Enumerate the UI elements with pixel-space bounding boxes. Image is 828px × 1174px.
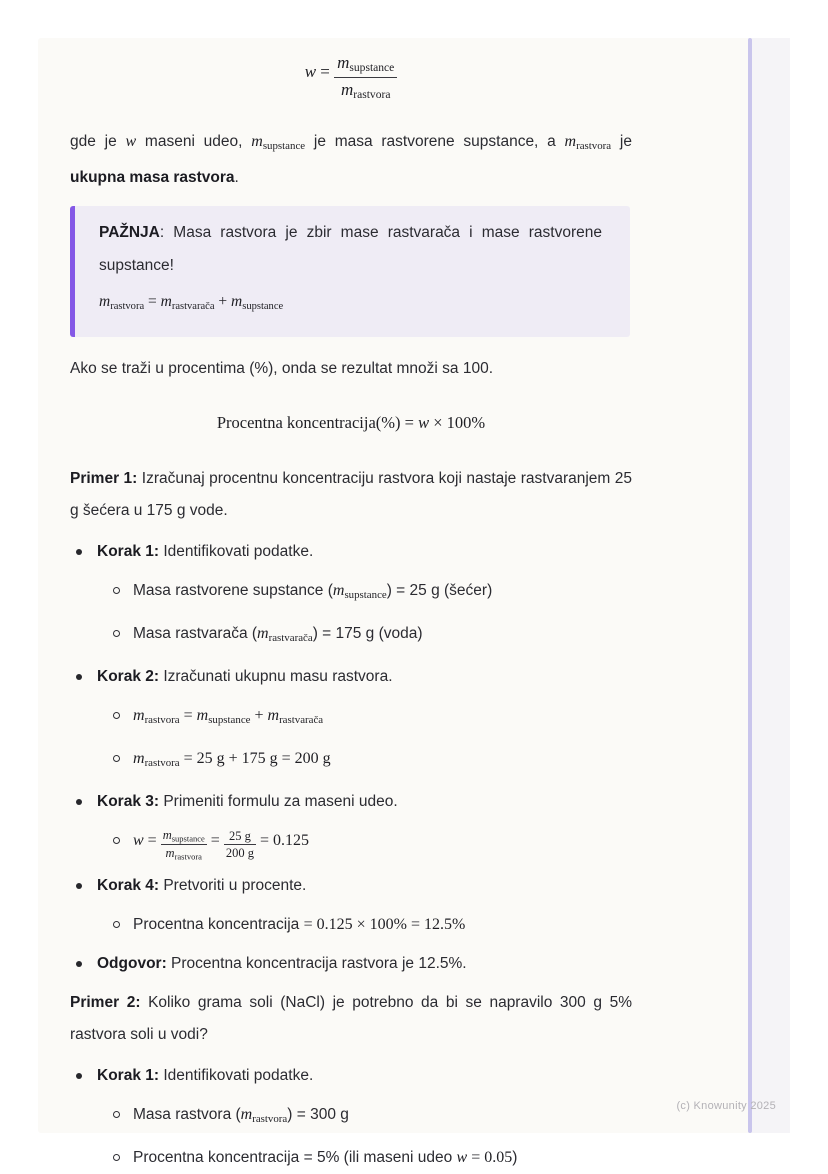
caution-note-box (70, 206, 630, 337)
document-content (38, 38, 632, 1174)
bullet-icon (76, 961, 82, 967)
copyright-watermark: (c) Knowunity 2025 (676, 1100, 776, 1112)
caution-text: PAŽNJA: Masa rastvora je zbir mase rastvarača i mase rastvorene supstance! (99, 224, 602, 275)
list-item-step4: Korak 4: Pretvoriti u procente. (70, 870, 632, 902)
circle-bullet-icon (113, 1111, 120, 1118)
scrollbar[interactable] (748, 38, 752, 1133)
bullet-icon (76, 674, 82, 680)
sublist-item-sum-values: mrastvora = 25 g + 175 g = 200 g (113, 743, 632, 779)
circle-bullet-icon (113, 1154, 120, 1161)
fraction: $\frac{\text{msupstance}}{\text{mrastvora}}$ (334, 52, 397, 102)
paragraph-definition: gde je w maseni udeo, msupstance je masa rastvorene supstance, a mrastvora je ukupna masa rastvora. (70, 133, 632, 187)
example-2-heading: Primer 2: Koliko grama soli (NaCl) je potrebno da bi se napravilo 300 g 5% rastvora soli u vodi? (70, 993, 632, 1043)
bullet-icon (76, 549, 82, 555)
list-item-answer: Odgovor: Procentna koncentracija rastvora je 12.5%. (70, 948, 632, 980)
circle-bullet-icon (113, 837, 120, 844)
list-item-step2: Korak 2: Izračunati ukupnu masu rastvora. (70, 661, 632, 693)
sublist-item-sum-formula: mrastvora = msupstance + mrastvarača (113, 700, 632, 736)
paragraph-percent-note: Ako se traži u procentima (%), onda se rezultat množi sa 100. (70, 360, 494, 378)
circle-bullet-icon (113, 755, 120, 762)
sublist-item-mass-solute: Masa rastvorene supstance (msupstance) = 25 g (šećer) (113, 575, 632, 611)
bullet-icon (76, 1073, 82, 1079)
caution-title: PAŽNJA (99, 224, 160, 242)
sublist-item-fraction-calc: w = $\frac{\text{msupstance}}{\text{mrastvora}}$ = $\frac{25 g}{200 g}$ = 0.125 (113, 825, 632, 862)
circle-bullet-icon (113, 921, 120, 928)
sublist-item-p2-percent: Procentna koncentracija = 5% (ili maseni udeo w = 0.05) (113, 1142, 632, 1174)
sublist-item-percent-calc: Procentna koncentracija = 0.125 × 100% = 12.5% (113, 909, 632, 941)
bold-total-mass: ukupna masa rastvora (70, 169, 235, 187)
caution-formula: mrastvora = mrastvarača + msupstance (99, 293, 284, 313)
list-item-step3: Korak 3: Primeniti formulu za maseni udeo. (70, 786, 632, 818)
bullet-icon (76, 883, 82, 889)
sublist-item-p2-mass: Masa rastvora (mrastvora) = 300 g (113, 1099, 632, 1135)
formula-percent-concentration: Procentna koncentracija(%) = w × 100% (216, 413, 486, 433)
fraction: $\frac{\text{msupstance}}{\text{mrastvora}}$ (162, 827, 205, 862)
document-page (38, 38, 790, 1166)
bullet-icon (76, 799, 82, 805)
circle-bullet-icon (113, 587, 120, 594)
math-var-w: w (304, 61, 317, 81)
formula-mass-fraction: w = $\frac{\text{msupstance}}{\text{mrastvora}}$ (70, 52, 632, 102)
circle-bullet-icon (113, 630, 120, 637)
sublist-item-mass-solvent: Masa rastvarača (mrastvarača) = 175 g (voda) (113, 618, 632, 654)
list-item-p2-step1: Korak 1: Identifikovati podatke. (70, 1060, 632, 1092)
example-1-heading: Primer 1: Izračunaj procentnu koncentraciju rastvora koji nastaje rastvaranjem 25 g šećera u 175 g vode. (70, 470, 632, 520)
list-item-step1: Korak 1: Identifikovati podatke. (70, 536, 632, 568)
circle-bullet-icon (113, 712, 120, 719)
fraction: $\frac{25 g}{200 g}$ (225, 829, 254, 861)
page-edge-strip (752, 38, 790, 1133)
